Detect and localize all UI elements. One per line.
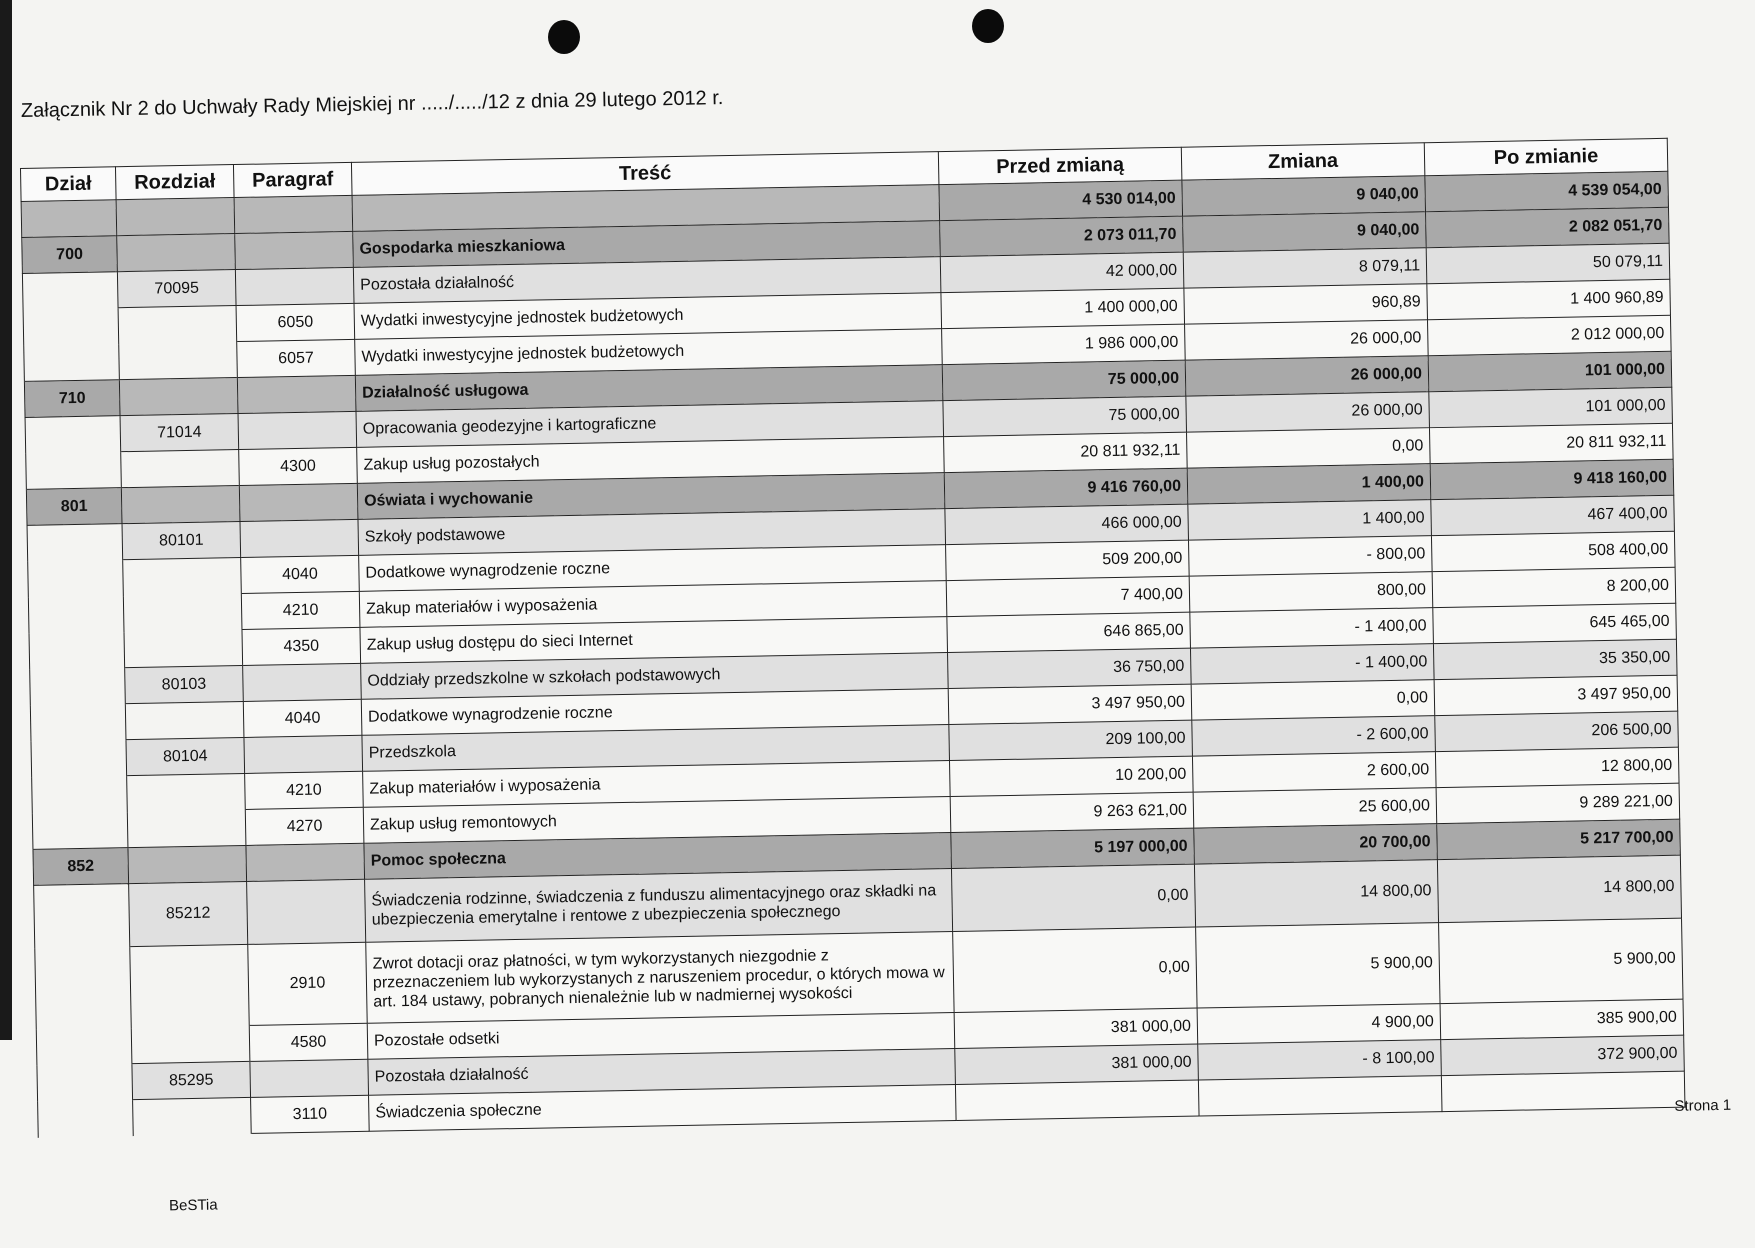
cell-przed: 36 750,00 xyxy=(948,648,1192,688)
cell-rozdzial xyxy=(125,701,244,739)
cell-rozdzial: 70095 xyxy=(117,270,236,308)
cell-po: 1 400 960,89 xyxy=(1427,279,1671,319)
cell-przed xyxy=(955,1080,1199,1120)
punch-hole-right xyxy=(972,9,1004,43)
cell-dzial xyxy=(28,596,124,634)
total-po: 4 539 054,00 xyxy=(1425,171,1669,211)
cell-dzial: 710 xyxy=(24,380,120,418)
cell-przed: 0,00 xyxy=(951,864,1195,931)
cell-zmiana: 25 600,00 xyxy=(1193,788,1437,828)
cell-przed: 381 000,00 xyxy=(955,1044,1199,1084)
cell-rozdzial: 71014 xyxy=(120,414,239,452)
cell-po: 2 012 000,00 xyxy=(1427,315,1671,355)
cell-tresc: Szkoły podstawowe xyxy=(358,509,946,556)
cell-paragraf: 6050 xyxy=(236,303,355,341)
document-header: Załącznik Nr 2 do Uchwały Rady Miejskiej nr ...../...../12 z dnia 29 lutego 2012 r. xyxy=(20,87,724,122)
cell-tresc: Przedszkola xyxy=(362,725,950,772)
cell-zmiana: - 2 600,00 xyxy=(1192,716,1436,756)
cell-przed: 1 400 000,00 xyxy=(941,288,1185,328)
cell-zmiana xyxy=(1198,1076,1442,1116)
cell-dzial xyxy=(23,308,119,346)
cell-tresc: Oddziały przedszkolne w szkołach podstawowych xyxy=(361,653,949,700)
cell-zmiana: - 1 400,00 xyxy=(1190,644,1434,684)
cell-dzial: 700 xyxy=(22,236,118,274)
cell-po: 2 082 051,70 xyxy=(1426,207,1670,247)
cell-tresc: Pozostałe odsetki xyxy=(367,1013,955,1060)
col-header-dzial: Dział xyxy=(20,167,116,202)
cell-przed: 381 000,00 xyxy=(954,1008,1198,1048)
cell-przed: 209 100,00 xyxy=(949,720,1193,760)
cell-rozdzial xyxy=(124,629,243,667)
cell-przed: 3 497 950,00 xyxy=(948,684,1192,724)
cell-zmiana: - 800,00 xyxy=(1188,536,1432,576)
cell-rozdzial xyxy=(119,378,238,416)
cell-dzial xyxy=(22,272,118,310)
cell-tresc: Pozostała działalność xyxy=(368,1048,956,1095)
cell-zmiana: 4 900,00 xyxy=(1197,1004,1441,1044)
cell-rozdzial xyxy=(131,1025,250,1063)
footer-brand: BeSTia xyxy=(168,1196,218,1215)
cell-rozdzial xyxy=(117,234,236,272)
cell-paragraf: 4270 xyxy=(245,807,364,845)
cell-rozdzial xyxy=(133,1097,252,1135)
cell-zmiana: 9 040,00 xyxy=(1183,212,1427,252)
cell-zmiana: 26 000,00 xyxy=(1185,356,1429,396)
cell-zmiana: 800,00 xyxy=(1189,572,1433,612)
cell-dzial xyxy=(28,560,124,598)
cell-przed: 7 400,00 xyxy=(946,576,1190,616)
cell-tresc: Świadczenia społeczne xyxy=(369,1084,957,1131)
cell-rozdzial: 85212 xyxy=(129,881,248,946)
cell-tresc: Zakup usług remontowych xyxy=(363,797,951,844)
budget-rows xyxy=(22,207,1685,1137)
cell-dzial xyxy=(24,344,120,382)
cell-po: 50 079,11 xyxy=(1426,243,1670,283)
col-header-zmiana: Zmiana xyxy=(1181,143,1425,180)
cell-rozdzial xyxy=(130,944,249,1027)
cell-tresc: Pomoc społeczna xyxy=(364,833,952,880)
cell-dzial xyxy=(30,704,126,742)
cell-tresc: Zakup materiałów i wyposażenia xyxy=(363,761,951,808)
cell-po: 101 000,00 xyxy=(1429,387,1673,427)
cell-tresc: Dodatkowe wynagrodzenie roczne xyxy=(359,545,947,592)
cell-zmiana: 960,89 xyxy=(1184,284,1428,324)
cell-paragraf: 4210 xyxy=(241,591,360,629)
cell-paragraf xyxy=(247,879,366,944)
cell-rozdzial xyxy=(123,558,242,596)
cell-rozdzial xyxy=(127,773,246,811)
page-number: Strona 1 xyxy=(1674,1096,1732,1115)
cell-przed: 1 986 000,00 xyxy=(942,324,1186,364)
total-zmiana: 9 040,00 xyxy=(1182,176,1426,216)
cell-rozdzial: 80101 xyxy=(122,522,241,560)
cell-po: 467 400,00 xyxy=(1431,495,1675,535)
cell-zmiana: 2 600,00 xyxy=(1192,752,1436,792)
cell-paragraf: 4040 xyxy=(243,699,362,737)
col-header-przed: Przed zmianą xyxy=(938,147,1182,184)
cell-tresc: Dodatkowe wynagrodzenie roczne xyxy=(361,689,949,736)
cell-tresc: Działalność usługowa xyxy=(355,365,943,412)
cell-paragraf xyxy=(240,519,359,557)
cell-rozdzial: 80103 xyxy=(125,665,244,703)
cell-zmiana: - 1 400,00 xyxy=(1190,608,1434,648)
cell-paragraf xyxy=(239,483,358,521)
cell-tresc: Zwrot dotacji oraz płatności, w tym wykorzystanych niezgodnie z przeznaczeniem lub wykorzystanych z naruszeniem procedur, o których mowa w art. 184 ustawy, pobranych nienależnie lub w nadmiernej wysokości xyxy=(366,932,954,1024)
cell-po: 14 800,00 xyxy=(1437,855,1681,922)
cell-dzial xyxy=(25,416,121,454)
cell-zmiana: 26 000,00 xyxy=(1185,320,1429,360)
cell-zmiana: 0,00 xyxy=(1187,428,1431,468)
cell-dzial xyxy=(35,947,131,1030)
cell-rozdzial xyxy=(128,845,247,883)
cell-rozdzial: 80104 xyxy=(126,737,245,775)
cell-paragraf xyxy=(237,375,356,413)
col-header-rozdzial: Rozdział xyxy=(115,165,234,200)
cell-przed: 75 000,00 xyxy=(943,396,1187,436)
budget-table xyxy=(20,138,1685,1138)
cell-przed: 2 073 011,70 xyxy=(940,216,1184,256)
cell-paragraf xyxy=(243,663,362,701)
cell-paragraf: 4210 xyxy=(245,771,364,809)
cell-po: 9 289 221,00 xyxy=(1436,783,1680,823)
cell-zmiana: - 8 100,00 xyxy=(1198,1040,1442,1080)
cell-zmiana: 8 079,11 xyxy=(1183,248,1427,288)
col-header-tresc: Treść xyxy=(351,152,939,196)
cell-zmiana: 5 900,00 xyxy=(1196,923,1440,1008)
cell-dzial xyxy=(30,668,126,706)
col-header-paragraf: Paragraf xyxy=(233,162,352,197)
cell-dzial: 801 xyxy=(26,488,122,526)
cell-paragraf: 4300 xyxy=(239,447,358,485)
col-header-po: Po zmianie xyxy=(1424,138,1668,175)
cell-zmiana: 14 800,00 xyxy=(1194,860,1438,927)
cell-przed: 509 200,00 xyxy=(946,540,1190,580)
cell-paragraf xyxy=(250,1059,369,1097)
cell-paragraf xyxy=(244,735,363,773)
cell-dzial xyxy=(32,812,128,850)
cell-po: 35 350,00 xyxy=(1433,639,1677,679)
cell-przed: 20 811 932,11 xyxy=(944,432,1188,472)
cell-rozdzial xyxy=(121,450,240,488)
cell-przed: 5 197 000,00 xyxy=(951,828,1195,868)
cell-po: 206 500,00 xyxy=(1435,711,1679,751)
total-przed: 4 530 014,00 xyxy=(939,180,1183,220)
cell-rozdzial xyxy=(119,342,238,380)
cell-paragraf: 3110 xyxy=(251,1095,370,1133)
cell-zmiana: 1 400,00 xyxy=(1187,464,1431,504)
cell-tresc: Oświata i wychowanie xyxy=(357,473,945,520)
cell-paragraf xyxy=(235,231,354,269)
cell-tresc: Zakup usług dostępu do sieci Internet xyxy=(360,617,948,664)
cell-dzial xyxy=(37,1064,133,1102)
cell-dzial xyxy=(31,740,127,778)
cell-po: 9 418 160,00 xyxy=(1430,459,1674,499)
cell-tresc: Zakup usług pozostałych xyxy=(357,437,945,484)
cell-rozdzial: 85295 xyxy=(132,1061,251,1099)
cell-tresc: Pozostała działalność xyxy=(353,257,941,304)
cell-paragraf xyxy=(246,843,365,881)
cell-dzial xyxy=(26,452,122,490)
cell-po: 5 900,00 xyxy=(1439,918,1683,1003)
cell-dzial xyxy=(36,1028,132,1066)
cell-rozdzial xyxy=(127,809,246,847)
cell-przed: 42 000,00 xyxy=(940,252,1184,292)
cell-rozdzial xyxy=(123,593,242,631)
cell-po: 12 800,00 xyxy=(1435,747,1679,787)
cell-dzial xyxy=(27,524,123,562)
cell-tresc: Gospodarka mieszkaniowa xyxy=(353,221,941,268)
cell-po xyxy=(1441,1071,1685,1111)
cell-paragraf: 4040 xyxy=(241,555,360,593)
cell-po: 101 000,00 xyxy=(1428,351,1672,391)
document-sheet xyxy=(18,29,1739,1240)
cell-po: 8 200,00 xyxy=(1432,567,1676,607)
cell-po: 645 465,00 xyxy=(1433,603,1677,643)
cell-po: 372 900,00 xyxy=(1441,1035,1685,1075)
cell-przed: 466 000,00 xyxy=(945,504,1189,544)
cell-przed: 9 416 760,00 xyxy=(944,468,1188,508)
cell-po: 5 217 700,00 xyxy=(1437,819,1681,859)
cell-paragraf: 4350 xyxy=(242,627,361,665)
cell-rozdzial xyxy=(118,306,237,344)
cell-tresc: Opracowania geodezyjne i kartograficzne xyxy=(356,401,944,448)
cell-paragraf: 4580 xyxy=(249,1023,368,1061)
cell-dzial xyxy=(38,1100,134,1138)
cell-dzial xyxy=(29,632,125,670)
scan-left-edge xyxy=(0,0,12,1040)
cell-tresc: Zakup materiałów i wyposażenia xyxy=(359,581,947,628)
cell-zmiana: 26 000,00 xyxy=(1186,392,1430,432)
cell-rozdzial xyxy=(121,486,240,524)
cell-przed: 9 263 621,00 xyxy=(950,792,1194,832)
cell-zmiana: 0,00 xyxy=(1191,680,1435,720)
cell-dzial xyxy=(32,776,128,814)
cell-tresc: Wydatki inwestycyjne jednostek budżetowych xyxy=(355,329,943,376)
cell-paragraf: 6057 xyxy=(237,339,356,377)
cell-przed: 0,00 xyxy=(953,927,1197,1012)
cell-dzial xyxy=(34,884,130,949)
cell-przed: 10 200,00 xyxy=(949,756,1193,796)
cell-zmiana: 20 700,00 xyxy=(1194,824,1438,864)
cell-paragraf: 2910 xyxy=(248,942,367,1025)
cell-paragraf xyxy=(235,267,354,305)
cell-po: 20 811 932,11 xyxy=(1429,423,1673,463)
cell-przed: 646 865,00 xyxy=(947,612,1191,652)
cell-tresc: Wydatki inwestycyjne jednostek budżetowych xyxy=(354,293,942,340)
cell-tresc: Świadczenia rodzinne, świadczenia z funduszu alimentacyjnego oraz składki na ubezpieczenia emerytalne i rentowe z ubezpieczenia społecznego xyxy=(365,869,953,943)
cell-po: 385 900,00 xyxy=(1440,999,1684,1039)
cell-zmiana: 1 400,00 xyxy=(1188,500,1432,540)
cell-dzial: 852 xyxy=(33,848,129,886)
cell-po: 3 497 950,00 xyxy=(1434,675,1678,715)
cell-paragraf xyxy=(238,411,357,449)
cell-przed: 75 000,00 xyxy=(942,360,1186,400)
cell-po: 508 400,00 xyxy=(1431,531,1675,571)
